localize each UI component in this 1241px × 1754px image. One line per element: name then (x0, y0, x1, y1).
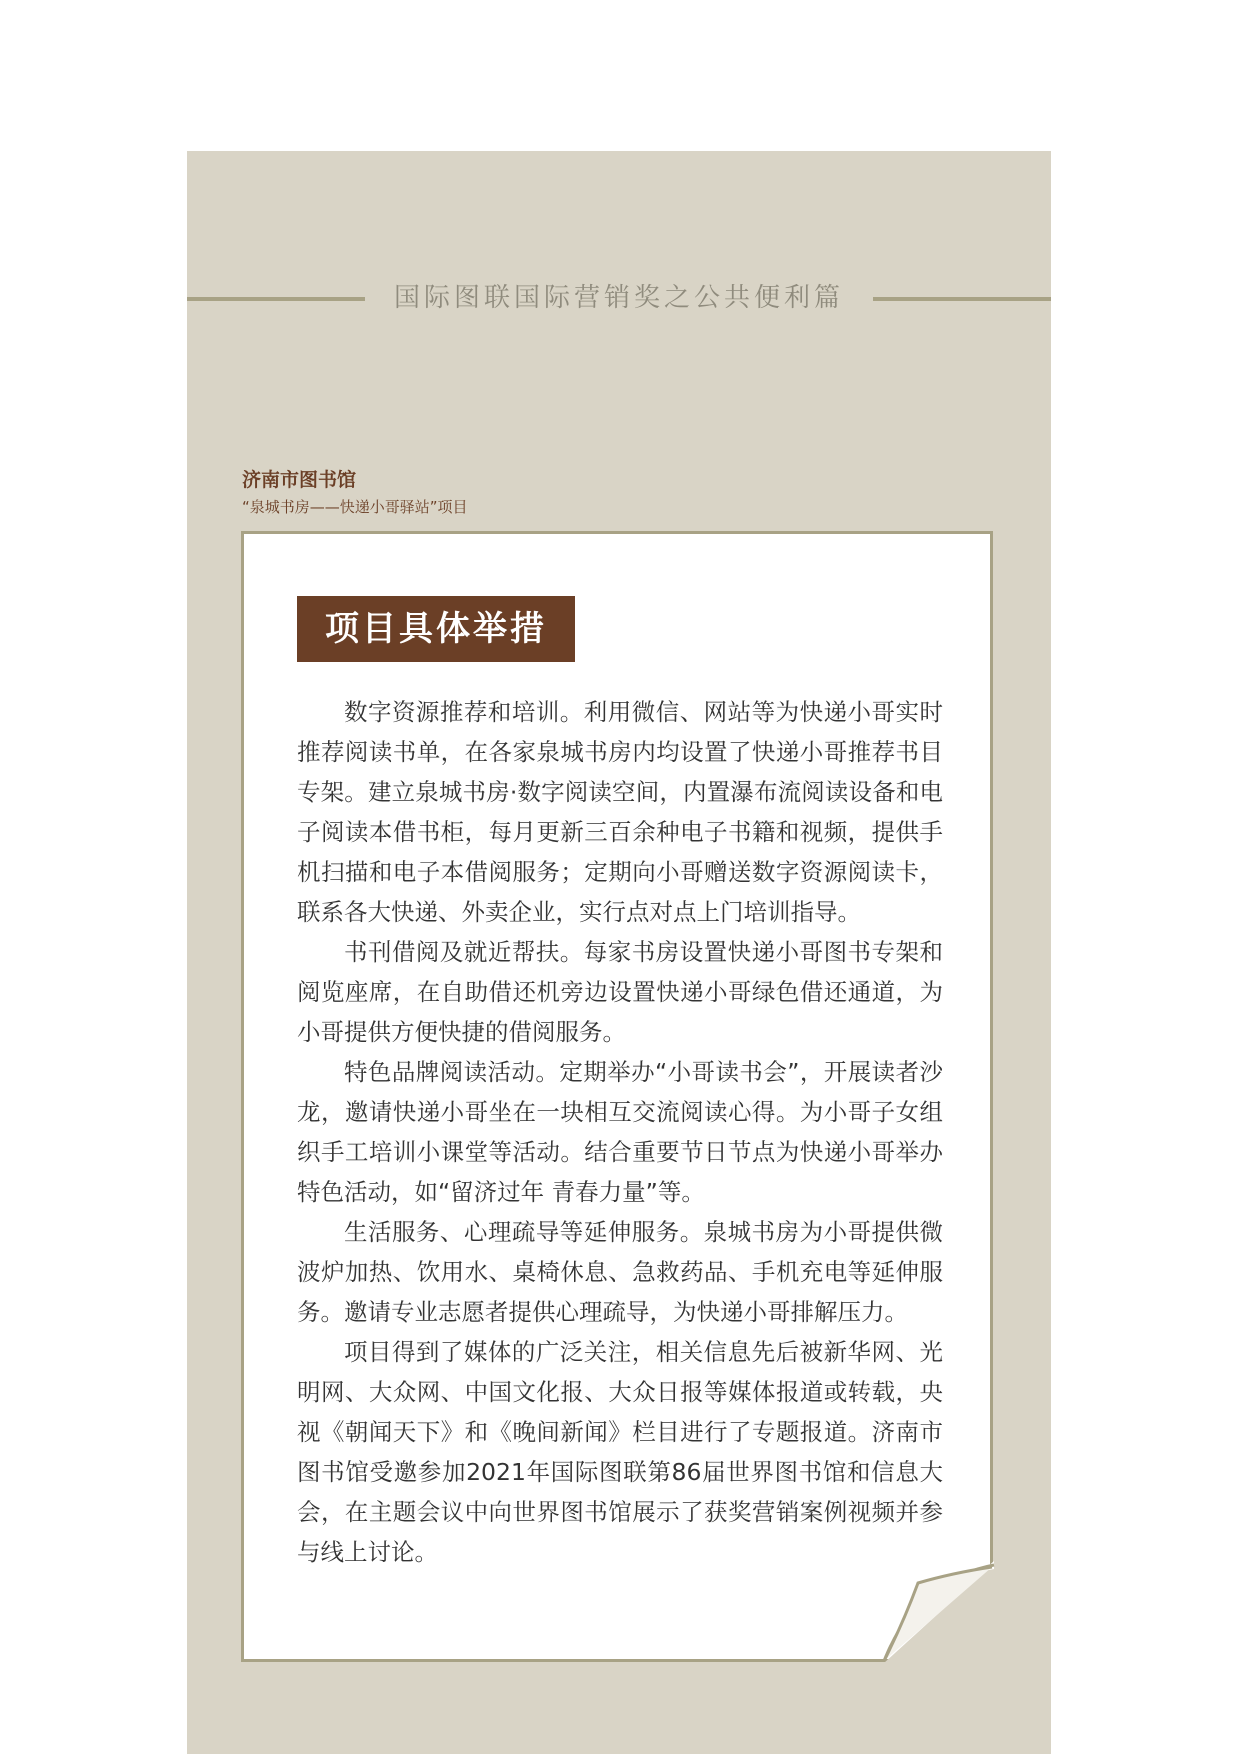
header-rule-right (873, 297, 1051, 301)
beige-panel (187, 151, 1051, 1754)
header-rule-left (187, 297, 365, 301)
header-title: 国际图联国际营销奖之公共便利篇 (393, 283, 844, 313)
content-card (241, 531, 993, 1662)
organization-name: 济南市图书馆 (242, 469, 357, 491)
page-curl-icon (882, 1561, 994, 1663)
body-text (297, 692, 943, 1572)
paragraph-digital-resources: 数字资源推荐和培训。利用微信、网站等为快递小哥实时推荐阅读书单，在各家泉城书房内均设置了快递小哥推荐书目专架。建立泉城书房·数字阅读空间，内置瀑布流阅读设备和电子阅读本借书柜，每月更新三百余种电子书籍和视频，提供手机扫描和电子本借阅服务；定期向小哥赠送数字资源阅读卡，联系各大快递、外卖企业，实行点对点上门培训指导。 (297, 698, 943, 926)
paragraph-life-services: 生活服务、心理疏导等延伸服务。泉城书房为小哥提供微波炉加热、饮用水、桌椅休息、急救药品、手机充电等延伸服务。邀请专业志愿者提供心理疏导，为快递小哥排解压力。 (297, 1218, 943, 1326)
paragraph-media-coverage: 项目得到了媒体的广泛关注，相关信息先后被新华网、光明网、大众网、中国文化报、大众日报等媒体报道或转载，央视《朝闻天下》和《晚间新闻》栏目进行了专题报道。济南市图书馆受邀参加2021年国际图联第86届世界图书馆和信息大会，在主题会议中向世界图书馆展示了获奖营销案例视频并参与线上讨论。 (297, 1338, 943, 1566)
paragraph-book-lending: 书刊借阅及就近帮扶。每家书房设置快递小哥图书专架和阅览座席，在自助借还机旁边设置快递小哥绿色借还通道，为小哥提供方便快捷的借阅服务。 (297, 938, 943, 1046)
paragraph-reading-activities: 特色品牌阅读活动。定期举办“小哥读书会”，开展读者沙龙，邀请快递小哥坐在一块相互交流阅读心得。为小哥子女组织手工培训小课堂等活动。结合重要节日节点为快递小哥举办特色活动，如“留济过年 青春力量”等。 (297, 1058, 943, 1206)
project-name: “泉城书房——快递小哥驿站”项目 (242, 498, 468, 516)
section-title: 项目具体举措 (297, 596, 575, 662)
